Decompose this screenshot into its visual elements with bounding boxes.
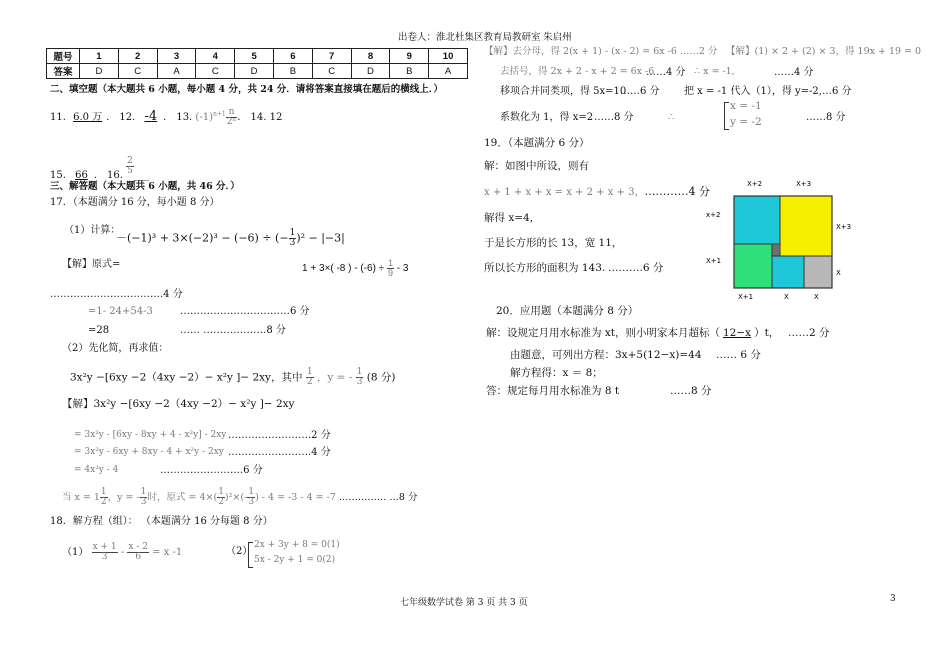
fill-answers-line-2: 15. 66 ． 16. $\frac{2}{5}$ ___ [50, 156, 149, 181]
q17-1-score-2: ……………………………6 分 [180, 306, 310, 317]
table-cell: C [196, 64, 235, 79]
table-cell: 5 [235, 49, 274, 64]
table-cell: C [312, 64, 351, 79]
table-cell: C [118, 64, 157, 79]
q12-number: 12. [119, 112, 136, 123]
table-row [47, 49, 468, 64]
q14-number: 14. [250, 112, 267, 123]
q17-2-step-2: = 3x²y - 6xy + 8xy - 4 + x²y - 2xy [74, 447, 224, 457]
q19-line-1: 解：如图中所设，则有 [484, 160, 589, 172]
q18-1-solution-step-1: 【解】去分母，得 2(x + 1) - (x - 2) = 6x -6 ……2 分 [484, 46, 718, 57]
q18-1-solution-step-3: 移项合并同类项，得 5x=10 [500, 86, 627, 97]
q20-score-2: …… 6 分 [716, 349, 761, 361]
q12-answer: -4 [144, 109, 158, 124]
table-header-cell: 答案 [47, 64, 80, 79]
table-cell: A [157, 64, 196, 79]
table-cell: D [351, 64, 390, 79]
q17-2-step-1: = 3x²y - [6xy - 8xy + 4 - x²y] - 2xy [74, 430, 227, 440]
q18-heading: 18．解方程（组）： （本题满分 16 分每题 8 分） [50, 516, 273, 527]
q14-answer: 12 [269, 112, 283, 123]
table-cell: D [235, 64, 274, 79]
q18-2-brace [248, 542, 253, 568]
table-header-cell: 题号 [47, 49, 80, 64]
q19-score: ……….6 分 [608, 262, 664, 274]
q18-2-result-y: y = -2 [730, 116, 762, 128]
q17-2-solution: 【解】3x²y −[6xy −2（4xy −2）− x²y ]− 2xy [62, 398, 295, 410]
q18-2-score-2: ……4 分 [774, 67, 814, 78]
table-cell: 8 [351, 49, 390, 64]
square-x-plus-1 [734, 244, 772, 288]
label-left-lower: X+1 [706, 257, 722, 265]
square-x-center [772, 256, 804, 288]
q11-number: 11. [50, 112, 66, 123]
table-row [47, 64, 468, 79]
section2-title: 二、填空题（本大题共 6 小题，每小题 4 分，共 24 分．请将答案直接填在题后的横线上．） [50, 84, 444, 95]
q17-2-score-1: …………………….2 分 [228, 430, 331, 441]
q20-score-1: ……2 分 [788, 327, 830, 339]
table-cell: 7 [312, 49, 351, 64]
label-bottom-1: X+1 [738, 293, 754, 301]
q20-line-3: 解方程得：x ＝ 8； [510, 367, 603, 379]
page-number: 3 [890, 594, 896, 604]
table-cell: D [80, 64, 119, 79]
q18-2-equation-1: 2x + 3y + 8 = 0(1) [254, 540, 340, 550]
q19-line-4: 于是长方形的长 13，宽 11， [484, 237, 623, 249]
q17-1-score-1: …………………………….4 分 [50, 289, 183, 300]
q18-2-solution-step-1: 【解】(1) × 2 + (2) × 3，得 19x + 19 = 0 [726, 46, 922, 57]
q18-1-score-2: ……4 分 [646, 67, 686, 78]
q18-2-solution-step-2: ∴ x = -1, [694, 66, 735, 77]
q15-number: 15. [50, 170, 66, 181]
table-cell: 6 [273, 49, 312, 64]
table-cell: 4 [196, 49, 235, 64]
label-top-right: X+3 [796, 180, 812, 188]
q17-1-solution-expression: 1 + 3×( -8 ) - (-6) ÷ $\frac{1}{9}$ - 3 [302, 258, 409, 278]
q20-heading: 20．应用题（本题满分 8 分） [496, 305, 639, 317]
q16-number: 16. [107, 170, 123, 181]
q19-equation: x + 1 + x + x = x + 2 + x + 3，…………4 分 [484, 185, 710, 198]
q18-2-result-x: x = -1 [730, 100, 762, 112]
answer-table [46, 48, 468, 79]
q17-1-solution-label: 【解】原式= [62, 259, 121, 270]
q17-1-score-3: …… ……………….8 分 [180, 325, 286, 336]
q11-answer: 6.0 万 [73, 112, 103, 123]
q17-2-step-3: = 4x²y - 4 [74, 465, 119, 475]
table-cell: 9 [390, 49, 429, 64]
section3-title: 三、解答题（本大题共 6 小题，共 46 分．） [50, 181, 240, 192]
table-cell: 1 [80, 49, 119, 64]
label-right-upper: X+3 [836, 223, 852, 231]
label-top-left: X+2 [747, 180, 763, 188]
q18-2-result-brace [724, 102, 729, 130]
q20-score-3: ……8 分 [670, 385, 712, 397]
q17-2-label: （2）先化简，再求值： [62, 343, 169, 354]
q20-line-4: 答：规定每月用水标准为 8 t [486, 385, 620, 397]
table-cell: B [273, 64, 312, 79]
q15-answer: 66 [75, 170, 88, 181]
q20-line-1: 解：设规定月用水标准为 xt，则小明家本月超标（ 12−x ）t， [486, 327, 780, 339]
table-cell: 2 [118, 49, 157, 64]
q17-2-score-2: …………………….4 分 [228, 447, 331, 458]
square-x-plus-3 [780, 196, 832, 256]
square-small-center [772, 244, 780, 256]
q17-1-expression: －(−1)³ + 3×(−2)³ − (−6) ÷ (− $\frac{1}{3}$ )² − |−3| [116, 228, 345, 248]
label-right-lower: X [836, 269, 841, 277]
q19-figure [700, 172, 860, 302]
q17-2-substitution: 当 x = 1 $\frac{1}{2}$ ，y = - $\frac{1}{3}$ 时，原式 = 4×( $\frac{1}{2}$ )²×(- $\frac{1}{3}$ ) - 4 = -3 - 4 = -7 …………… …8 分 [62, 487, 418, 507]
q18-2-label: （2） [226, 546, 253, 557]
q18-1-solution-step-2: 去括号，得 2x + 2 - x + 2 = 6x -6 [500, 66, 655, 77]
q19-heading: 19．（本题满分 6 分） [484, 137, 590, 149]
page-footer: 七年级数学试卷 第 3 页 共 3 页 [400, 598, 528, 608]
author-line: 出卷人：淮北杜集区教育局教研室 朱启州 [398, 32, 572, 43]
q18-1-score-3: ……6 分 [620, 86, 660, 97]
q13-number: 13. [176, 112, 193, 123]
q17-heading: 17．（本题满分 16 分，每小题 8 分） [50, 197, 220, 208]
q17-2-score-3: …………………….6 分 [160, 465, 263, 476]
q16-answer: $\frac{2}{5}$ [127, 156, 133, 176]
label-bottom-3: X [814, 293, 819, 301]
table-cell: 3 [157, 49, 196, 64]
q19-line-5: 所以长方形的面积为 143. [484, 262, 606, 274]
table-cell: A [429, 64, 468, 79]
square-x-right [804, 256, 832, 288]
q18-2-equation-2: 5x - 2y + 1 = 0(2) [254, 555, 336, 565]
square-x-plus-2 [734, 196, 780, 244]
q18-1-score-4: ……8 分 [594, 112, 634, 123]
label-left-upper: x+2 [706, 211, 721, 219]
q19-line-3: 解得 x=4, [484, 212, 534, 224]
fill-answers-line-1: 11. 6.0 万 ． 12. -4 ． 13. $(-1)^{n+1}$ $\frac{n}{\text{2ⁿ}}$ ． 14. 12 [50, 107, 283, 127]
q17-2-expression: 3x²y −[6xy −2（4xy −2）− x²y ]− 2xy，其中 $\frac{1}{2}$ ，y = - $\frac{1}{3}$ (8 分) [70, 367, 396, 387]
q20-line-2: 由题意，可列出方程：3x+5(12−x)=44 [510, 349, 702, 361]
table-cell: 10 [429, 49, 468, 64]
q18-2-score-4: ……8 分 [806, 112, 846, 123]
q17-1-step-3: =28 [88, 325, 110, 336]
therefore-symbol: ∴ [668, 112, 675, 123]
label-bottom-2: X [784, 293, 789, 301]
q18-1-equation: （1） $\frac{x + 1}{3}$ - $\frac{x - 2}{6}$ = x -1 [62, 542, 183, 562]
table-cell: B [390, 64, 429, 79]
q13-answer: $(-1)^{n+1}$ $\frac{n}{\text{2ⁿ}}$ [195, 107, 237, 127]
q18-2-solution-step-3: 把 x = -1 代入（1），得 y=-2,…6 分 [684, 86, 852, 97]
q18-1-solution-step-4: 系数化为 1，得 x=2 [500, 112, 594, 123]
q17-1-step-2: =1- 24+54-3 [88, 306, 153, 317]
q17-1-label: （1）计算： [64, 225, 121, 236]
